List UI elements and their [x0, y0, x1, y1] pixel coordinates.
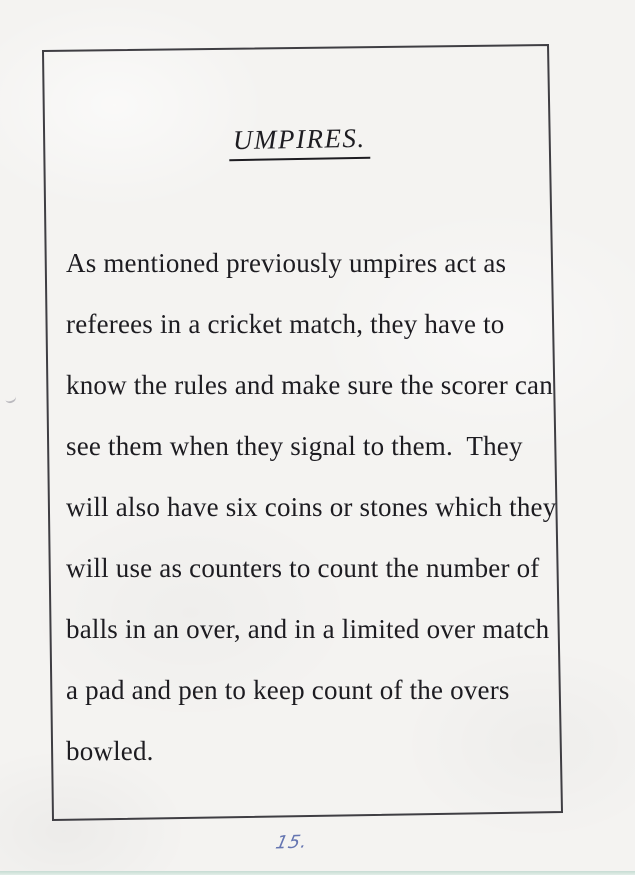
body-line: balls in an over, and in a limited over match	[66, 614, 550, 644]
pencil-mark-artifact	[4, 392, 18, 405]
handwritten-page-number: 15.	[273, 831, 311, 854]
body-line: know the rules and make sure the scorer can	[66, 370, 553, 400]
body-line: As mentioned previously umpires act as	[66, 248, 507, 278]
body-line: see them when they signal to them. They	[66, 431, 523, 461]
title-container	[43, 124, 555, 160]
body-line: bowled.	[66, 736, 154, 766]
body-line: referees in a cricket match, they have to	[66, 309, 505, 339]
body-line: will also have six coins or stones which they	[66, 492, 557, 522]
page-title: UMPIRES.	[228, 123, 369, 161]
body-line: will use as counters to count the number of	[66, 553, 540, 583]
body-text	[66, 233, 556, 782]
scan-edge-artifact	[0, 871, 635, 875]
body-line: a pad and pen to keep count of the overs	[66, 675, 510, 705]
